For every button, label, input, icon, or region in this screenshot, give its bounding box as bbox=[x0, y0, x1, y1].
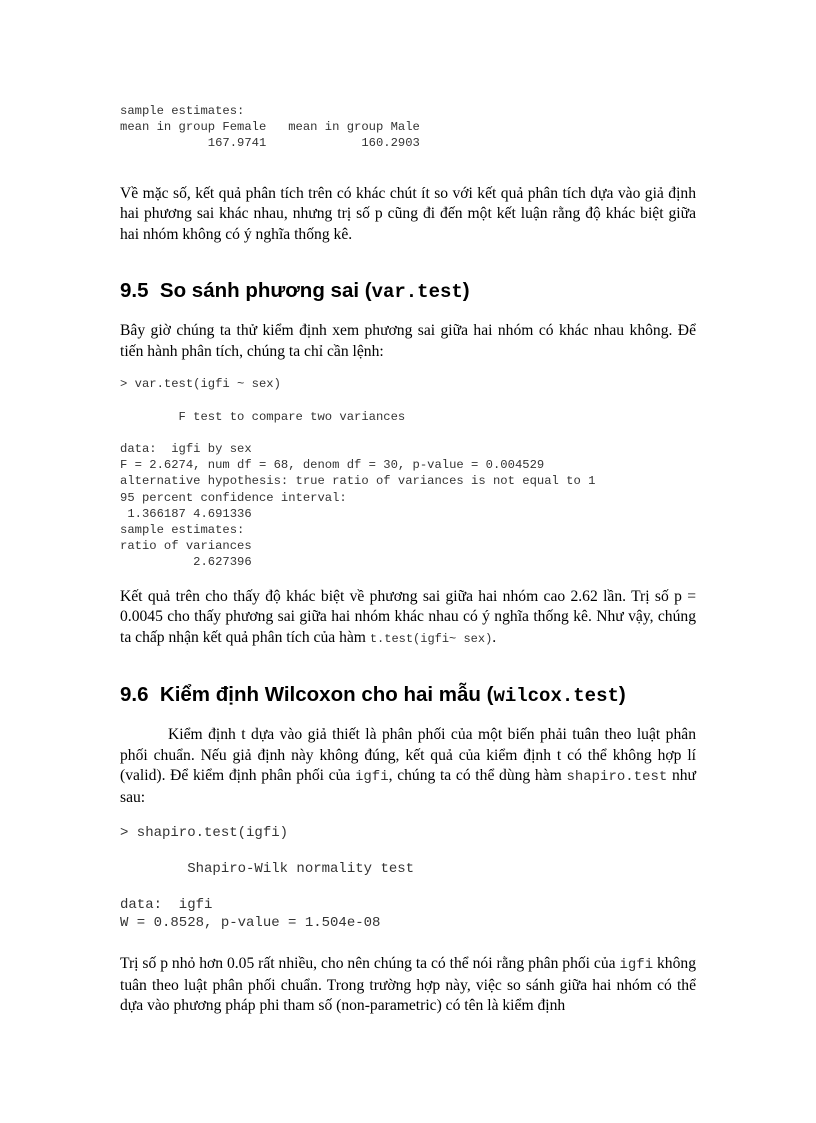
paragraph-text: không tuân theo luật phân phối chuẩn. Trong trường hợp này, việc so sánh giữa hai nhóm có thể dựa vào phương pháp phi tham số (non-parametric) có tên là kiểm định bbox=[120, 955, 696, 1015]
paragraph-text: Kiểm định t dựa vào giả thiết là phân phối của một biến phải tuân theo luật phân phối chuẩn. Nếu giả định này không đúng, kết quả của kiểm định t có thể không hợp lí (valid). Để kiểm định phân phối của bbox=[120, 726, 696, 785]
inline-code: t.test(igfi~ sex) bbox=[369, 631, 493, 646]
code-line: 2.627396 bbox=[120, 555, 259, 570]
code-line: W = 0.8528, p-value = 1.504e-08 bbox=[120, 915, 381, 932]
paragraph-t-test-assumption bbox=[120, 725, 696, 808]
code-line: sample estimates: bbox=[120, 522, 245, 537]
code-line: data: igfi by sex bbox=[120, 441, 259, 456]
inline-code: igfi bbox=[619, 957, 654, 974]
section-title: Kiểm định Wilcoxon cho hai mẫu ( bbox=[159, 683, 494, 707]
section-title-close: ) bbox=[618, 683, 626, 707]
code-line: 167.9741 160.2903 bbox=[120, 136, 428, 151]
document-page bbox=[120, 103, 696, 1017]
code-line: F test to compare two variances bbox=[120, 409, 406, 424]
paragraph-text: như sau: bbox=[120, 767, 697, 806]
section-title-code: wilcox.test bbox=[493, 685, 619, 708]
paragraph-conclusion: Về mặc số, kết quả phân tích trên có khác chút ít so với kết quả phân tích dựa vào giả định hai phương sai khác nhau, nhưng trị số p cũng đi đến một kết luận rằng độ khác biệt giữa hai nhóm không có ý nghĩa thống kê. bbox=[120, 184, 696, 243]
section-title-close: ) bbox=[462, 279, 470, 303]
code-output-estimates bbox=[120, 103, 696, 152]
section-heading-9-5 bbox=[120, 279, 696, 303]
code-line: sample estimates: bbox=[120, 104, 245, 118]
paragraph-var-test-result bbox=[120, 587, 696, 650]
code-line: data: igfi bbox=[120, 897, 221, 914]
paragraph-end: . bbox=[492, 628, 497, 646]
paragraph-text: Trị số p nhỏ hơn 0.05 rất nhiều, cho nên chúng ta có thể nói rằng phân phối của bbox=[120, 955, 620, 973]
inline-code: igfi bbox=[355, 769, 389, 786]
code-line: F = 2.6274, num df = 68, denom df = 30, p-value = 0.004529 bbox=[120, 458, 545, 473]
section-number: 9.5 bbox=[120, 279, 149, 303]
paragraph-shapiro-result bbox=[120, 954, 696, 1017]
section-title-code: var.test bbox=[371, 281, 463, 304]
section-number: 9.6 bbox=[120, 683, 149, 707]
code-line: > var.test(igfi ~ sex) bbox=[120, 377, 281, 392]
section-heading-9-6 bbox=[120, 683, 696, 707]
paragraph-text: Kết quả trên cho thấy độ khác biệt về phương sai giữa hai nhóm cao 2.62 lần. Trị số p = 0.0045 cho thấy phương sai giữa hai nhóm khác nhau có ý nghĩa thống kê. Như vậy, chúng ta chấp nhận kết quả phân tích của hàm bbox=[120, 587, 696, 646]
code-line: 95 percent confidence interval: bbox=[120, 490, 347, 505]
code-line: > shapiro.test(igfi) bbox=[120, 825, 289, 842]
code-line: alternative hypothesis: true ratio of variances is not equal to 1 bbox=[120, 474, 603, 489]
code-output-var-test bbox=[120, 376, 696, 570]
paragraph-text: , chúng ta có thể dùng hàm bbox=[388, 767, 567, 785]
paragraph-var-test-intro: Bây giờ chúng ta thử kiểm định xem phương sai giữa hai nhóm có khác nhau không. Để tiến hành phân tích, chúng ta chỉ cần lệnh: bbox=[120, 322, 696, 360]
section-title: So sánh phương sai ( bbox=[159, 279, 372, 303]
code-line: ratio of variances bbox=[120, 539, 259, 554]
code-line: mean in group Female mean in group Male bbox=[120, 120, 428, 135]
code-line: 1.366187 4.691336 bbox=[120, 506, 259, 521]
code-line: Shapiro-Wilk normality test bbox=[120, 861, 415, 878]
inline-code: shapiro.test bbox=[566, 769, 668, 786]
code-output-shapiro bbox=[120, 824, 696, 932]
